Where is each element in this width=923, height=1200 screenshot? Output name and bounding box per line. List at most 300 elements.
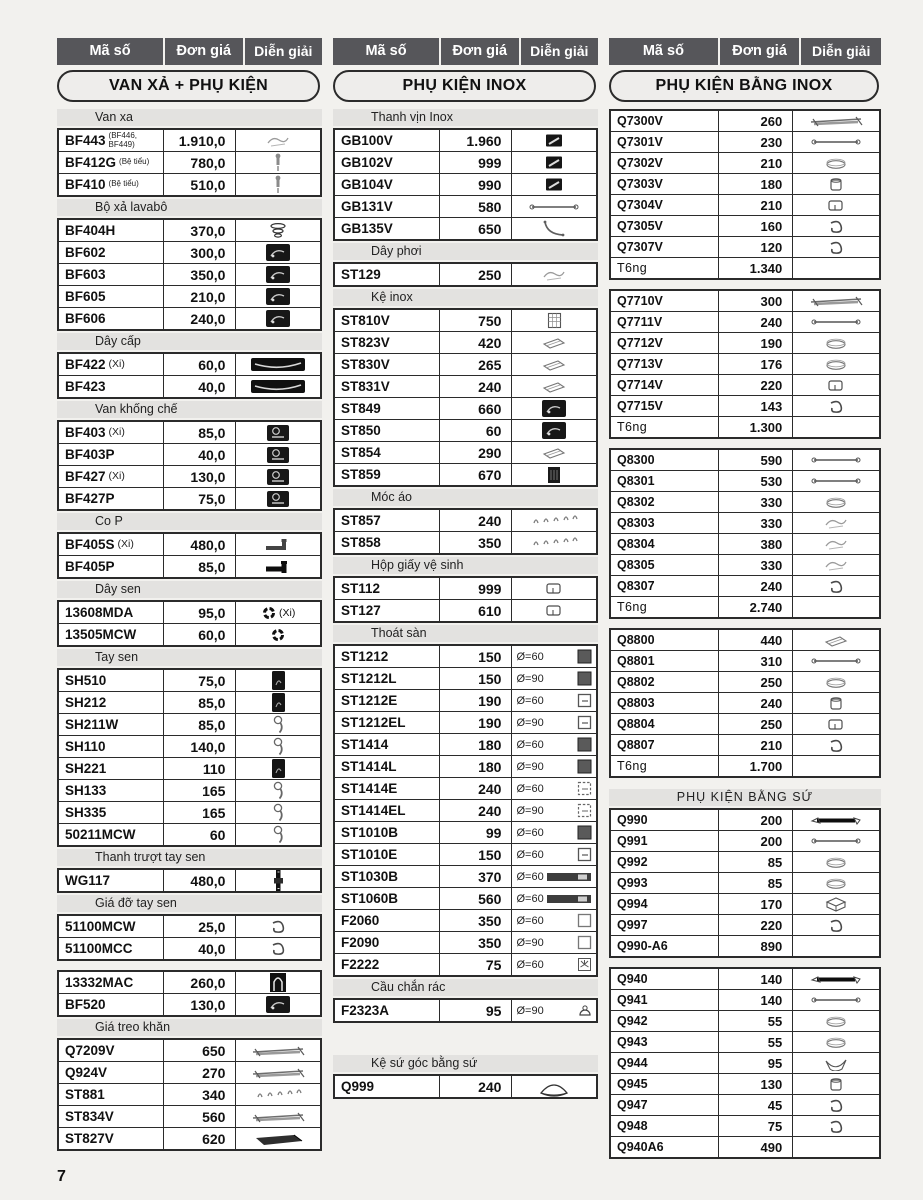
table-row [611,1073,879,1094]
table-row [59,241,320,263]
code-note: (Bệ tiểu) [119,157,150,167]
rows-group [333,262,598,287]
illustration-cell [793,354,879,374]
drain-square-fill-icon [577,671,592,686]
unit-price: 250 [718,672,793,692]
product-code: Q7301V [617,135,663,149]
table-row [611,734,879,755]
diameter-label: Ø=90 [516,672,544,685]
illustration-cell [512,646,596,667]
table-row [335,799,596,821]
table-row [335,217,596,239]
unit-price: 230 [718,132,793,152]
box-sketch-icon [824,896,848,912]
illustration-cell [236,264,320,285]
product-code: Q8304 [617,537,655,551]
price-table-column [609,38,881,1159]
table-row [59,130,320,151]
illustration-cell [236,534,320,555]
product-code: Q997 [617,918,648,932]
product-code: ST858 [341,535,381,550]
unit-price: 170 [718,894,793,914]
paper-line-icon [827,717,845,732]
table-row [611,173,879,194]
illustration-cell [512,510,596,531]
code-note: (Bệ tiểu) [108,179,139,189]
unit-price: 350 [439,532,512,553]
unit-price: 1.700 [718,756,793,776]
unit-price: 85,0 [163,714,236,735]
unit-price: 350 [439,910,512,931]
unit-price: 130 [718,1074,793,1094]
unit-price: 610 [439,600,512,621]
table-row [59,555,320,577]
unit-price: 670 [439,464,512,485]
product-code: 51100MCC [65,941,133,956]
unit-price: 150 [439,844,512,865]
product-code: ST830V [341,357,390,372]
soap-sketch-icon [824,496,848,509]
table-row [611,1136,879,1157]
unit-price: 85,0 [163,556,236,577]
unit-price: 75,0 [163,488,236,509]
paper-line-icon [827,378,845,393]
unit-price: 620 [163,1128,236,1149]
elbow-pipe-icon [263,537,293,553]
product-code: ST129 [341,267,381,282]
illustration-cell [236,422,320,443]
product-code: SH211W [65,717,119,732]
unit-price: 530 [718,471,793,491]
rows-group [57,532,322,579]
illustration-cell [793,396,879,416]
table-row [611,671,879,692]
valve-dark-icon [267,469,289,485]
rows-group [57,352,322,399]
illustration-cell [236,972,320,993]
hook-line-icon [827,219,845,234]
curve-dish-icon [823,1056,849,1071]
product-code: ST823V [341,335,390,350]
table-row [611,491,879,512]
section-label: Kệ sứ góc bằng sứ [333,1055,598,1072]
illustration-cell [512,668,596,689]
table-row [335,264,596,285]
shower-line-icon [272,737,285,756]
illustration-cell [793,195,879,215]
product-code: ST1414EL [341,803,406,818]
product-code: Q941 [617,993,648,1007]
illustration-cell [793,513,879,533]
unit-price: 140 [718,969,793,989]
valve-dark-icon [267,491,289,507]
table-row [611,257,879,278]
diameter-label: Ø=90 [516,1004,544,1017]
product-code: Q7304V [617,198,663,212]
section-label: Thanh trượt tay sen [57,849,322,866]
illustration-cell [793,831,879,851]
unit-price: 560 [439,888,512,909]
product-code: BF603 [65,267,106,282]
product-code: Q940A6 [617,1140,664,1154]
unit-price: 60 [163,824,236,845]
table-row [335,777,596,799]
product-code: Q7711V [617,315,663,329]
product-code: Q940 [617,972,648,986]
drain-square-fill-icon [577,825,592,840]
diameter-label: Ø=60 [516,870,544,883]
paper-line-icon [827,198,845,213]
table-row [59,670,320,691]
product-code: BF606 [65,311,106,326]
corner-shelf-icon [537,1077,571,1097]
table-row [59,285,320,307]
unit-price: 260 [718,111,793,131]
product-code: Q8303 [617,516,655,530]
illustration-cell [793,417,879,437]
drain-dark-icon [542,422,566,439]
pipe-sketch-icon [271,153,285,172]
shower-dark-icon [272,693,285,712]
cup-line-icon [828,176,844,192]
rows-group [57,970,322,1017]
diameter-label: Ø=60 [516,782,544,795]
table-row [335,151,596,173]
illustration-cell [236,1084,320,1105]
drain-dark-icon [266,266,290,283]
shower-dark-icon [272,671,285,690]
section-label: Co P [57,513,322,530]
soap-sketch-icon [824,358,848,371]
rows-group [609,289,881,439]
illustration-cell [236,354,320,375]
product-code: BF403P [65,447,115,462]
section-label: Thoát sàn [333,625,598,642]
unit-price: 220 [718,915,793,935]
product-code: BF423 [65,379,106,394]
unit-price: 143 [718,396,793,416]
illustration-cell [793,258,879,278]
table-row [611,215,879,236]
table-row [59,220,320,241]
section-label: Hộp giấy vệ sinh [333,557,598,574]
table-row [335,953,596,975]
illustration-cell [793,1011,879,1031]
hook-line-icon [827,738,845,753]
product-code: T6ng [617,759,648,773]
hose-coil-icon [270,628,286,642]
rack-sketch-icon [250,1044,306,1058]
illustration-cell [793,375,879,395]
table-row [59,465,320,487]
illustration-cell [512,888,596,909]
illustration-cell [793,915,879,935]
unit-price: 240 [439,800,512,821]
unit-price: 1.340 [718,258,793,278]
product-code: BF412G (Bệ tiểu) [65,155,150,170]
product-code: T6ng [617,420,648,434]
illustration-cell [793,1116,879,1136]
unit-price: 580 [439,196,512,217]
unit-price: 140 [718,990,793,1010]
table-row [611,1115,879,1136]
valve-sketch-icon [263,133,293,149]
col-header-desc: Diễn giải [799,38,881,65]
table-row [335,419,596,441]
unit-price: 176 [718,354,793,374]
illustration-cell [512,690,596,711]
drain-square-minus-icon [577,847,592,862]
table-row [611,893,879,914]
section-label: Van khống chế [57,401,322,418]
illustration-cell [236,556,320,577]
table-row [335,510,596,531]
elbow-pipe-dark-icon [263,559,293,575]
section-label: Dây sen [57,581,322,598]
unit-price: 480,0 [163,534,236,555]
bar-line-icon [809,455,863,465]
unit-price: 40,0 [163,444,236,465]
illustration-cell [236,308,320,329]
rows-group [333,998,598,1023]
bar-line-icon [809,137,863,147]
product-code: ST849 [341,401,381,416]
rows-group [57,128,322,197]
illustration-cell [793,333,879,353]
illustration-cell [512,932,596,953]
shelf-sketch-icon [541,336,567,349]
unit-price: 210 [718,153,793,173]
paper-line-icon [545,603,563,618]
illustration-cell [236,692,320,713]
bar-line-icon [809,476,863,486]
product-code: ST1060B [341,891,399,906]
illustration-cell [793,291,879,311]
product-code: ST1010B [341,825,399,840]
product-code: Q8307 [617,579,655,593]
unit-price: 40,0 [163,938,236,959]
unit-price: 240 [718,312,793,332]
illustration-cell [793,153,879,173]
illustration-cell [512,264,596,285]
unit-price: 165 [163,802,236,823]
rows-group [333,644,598,977]
illustration-cell [793,936,879,956]
table-row [335,463,596,485]
product-code: ST857 [341,513,381,528]
unit-price: 780,0 [163,152,236,173]
product-code: Q7303V [617,177,663,191]
col-header-price: Đơn giá [439,38,519,65]
table-row [335,130,596,151]
table-header-row [333,38,598,65]
table-row [59,307,320,329]
product-code: T6ng [617,261,648,275]
table-row [611,512,879,533]
illustration-cell [236,714,320,735]
product-code: BF422 (Xi) [65,357,125,372]
unit-price: 300 [718,291,793,311]
product-code: Q944 [617,1056,648,1070]
col-header-price: Đơn giá [163,38,243,65]
product-code: BF443 (BF446, BF449) [59,130,163,151]
spacer [609,280,881,289]
table-row [335,441,596,463]
unit-price: 240 [718,693,793,713]
spacer [609,439,881,448]
unit-price: 150 [439,668,512,689]
product-code: SH110 [65,739,106,754]
drain-square-fill-icon [577,759,592,774]
drain-square-open-icon [577,913,592,928]
soap-sketch-icon [824,157,848,170]
section-label: PHỤ KIỆN BẰNG SỨ [609,789,881,806]
illustration-cell [236,1062,320,1083]
unit-price: 165 [163,780,236,801]
unit-price: 200 [718,810,793,830]
table-row [611,152,879,173]
product-code: Q924V [65,1065,108,1080]
product-code: GB104V [341,177,393,192]
table-row [335,173,596,195]
drain-square-open-icon [577,935,592,950]
rack-sketch-icon [808,294,864,308]
product-code: Q990-A6 [617,939,668,953]
unit-price: 1.960 [439,130,512,151]
unit-price: 440 [718,630,793,650]
table-row [611,1010,879,1031]
table-row [611,755,879,776]
table-row [59,173,320,195]
unit-price: 330 [718,555,793,575]
illustration-cell [793,450,879,470]
table-row [59,375,320,397]
table-row [59,1127,320,1149]
table-row [335,375,596,397]
illustration-cell [236,1128,320,1149]
spacer [609,619,881,628]
section-label: Giá đỡ tay sen [57,895,322,912]
product-code: Q993 [617,876,648,890]
rows-group [609,628,881,778]
product-code: Q8305 [617,558,655,572]
illustration-cell [236,938,320,959]
illustration-cell [236,916,320,937]
diameter-label: Ø=90 [516,804,544,817]
basket-dark-icon [547,466,561,484]
table-row [335,733,596,755]
illustration-cell [793,555,879,575]
col-header-code: Mã số [365,43,407,59]
table-row [611,810,879,830]
illustration-cell [236,130,320,151]
product-code: ST1010E [341,847,398,862]
rows-group [333,128,598,241]
table-row [335,397,596,419]
section-label: Dây phơi [333,243,598,260]
product-code: Q8802 [617,675,655,689]
table-row [335,865,596,887]
table-row [335,689,596,711]
product-code: Q999 [341,1079,375,1094]
illustration-cell [512,442,596,463]
unit-price: 300,0 [163,242,236,263]
product-code: ST1212L [341,671,397,686]
product-code: F2323A [341,1003,390,1018]
table-row [335,1000,596,1021]
product-code: Q7715V [617,399,663,413]
unit-price: 2.740 [718,597,793,617]
table-row [59,801,320,823]
valve-sketch-icon [821,515,851,531]
unit-price: 310 [718,651,793,671]
illustration-cell [793,990,879,1010]
illustration-cell [793,735,879,755]
hook-line-icon [827,399,845,414]
unit-price: 55 [718,1011,793,1031]
illustration-cell [793,651,879,671]
illustration-cell [793,312,879,332]
hook-line-icon [269,919,287,934]
hose-coil-icon [261,606,277,620]
table-row [611,236,879,257]
illustration-cell [793,1137,879,1157]
illustration-cell [793,132,879,152]
unit-price: 265 [439,354,512,375]
unit-price: 240,0 [163,308,236,329]
illustration-cell [236,780,320,801]
product-code: Q7300V [617,114,663,128]
shower-line-icon [272,715,285,734]
illustration-cell [512,910,596,931]
product-code: Q947 [617,1098,648,1112]
drain-square-fill-icon [577,737,592,752]
product-code: ST834V [65,1109,114,1124]
basket-line-icon [547,312,562,329]
product-code: ST112 [341,581,381,596]
hook-line-icon [827,1119,845,1134]
table-row [611,969,879,989]
table-header-row [57,38,322,65]
table-row [611,650,879,671]
table-row [611,470,879,491]
product-code: GB102V [341,155,393,170]
illustration-cell [236,376,320,397]
product-code: Q991 [617,834,648,848]
table-row [59,1061,320,1083]
table-row [59,972,320,993]
illustration-cell [236,466,320,487]
table-row [611,630,879,650]
illustration-cell [793,630,879,650]
diameter-label: Ø=60 [516,914,544,927]
table-row [611,830,879,851]
rows-group [57,420,322,511]
unit-price: 890 [718,936,793,956]
product-code: ST1414L [341,759,397,774]
shelf-sketch-icon [541,446,567,459]
col-header-price: Đơn giá [718,38,800,65]
illustration-cell [512,174,596,195]
illustration-cell [512,398,596,419]
diameter-label: Ø=60 [516,848,544,861]
unit-price: 130,0 [163,466,236,487]
illustration-cell [236,758,320,779]
illustration-cell [236,602,320,623]
drain-square-dash-icon [577,803,592,818]
grab-bar-dark-icon [543,154,565,171]
code-note: (Xi) [117,537,134,550]
